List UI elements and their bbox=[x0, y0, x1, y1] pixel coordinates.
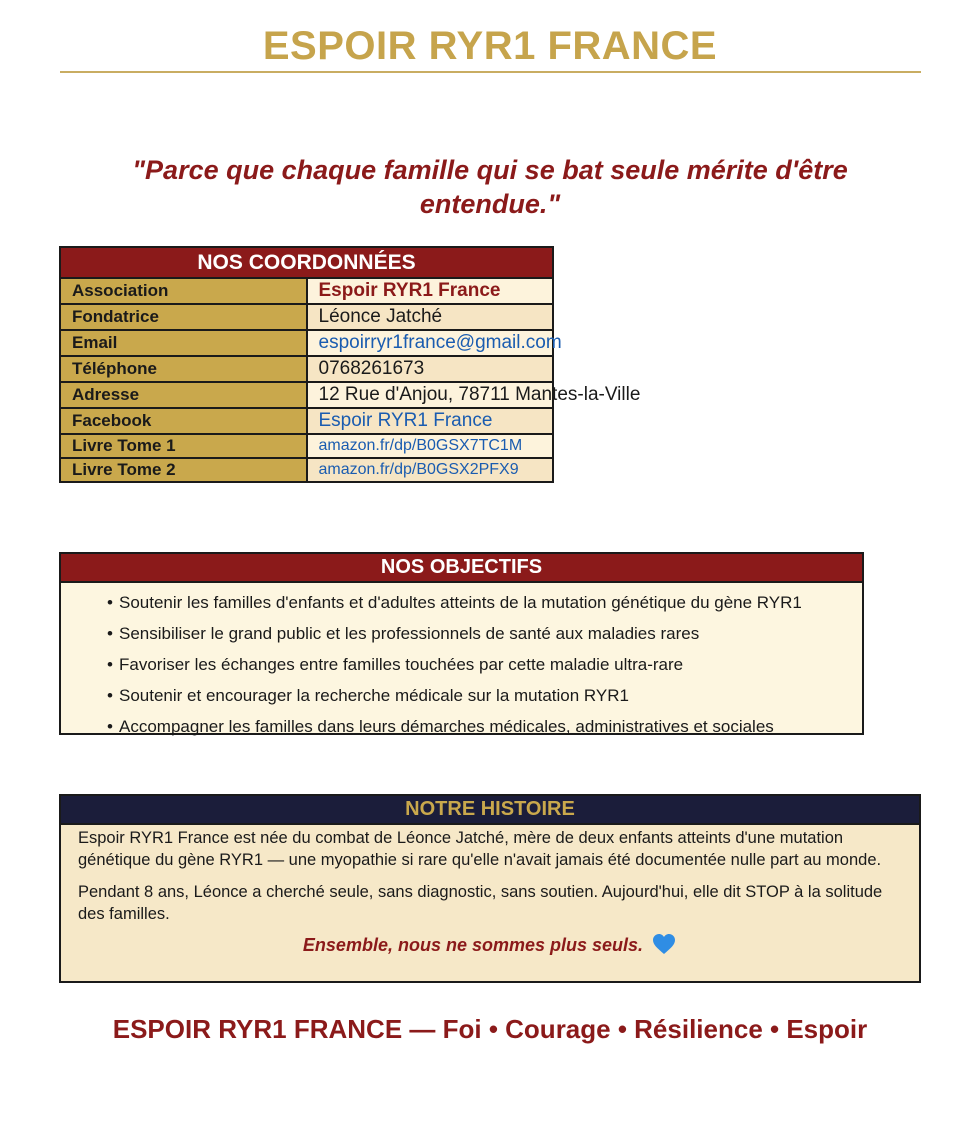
association-value: Espoir RYR1 France bbox=[307, 278, 554, 304]
history-body bbox=[61, 825, 919, 956]
contact-row-association bbox=[60, 278, 553, 304]
mission-quote: "Parce que chaque famille qui se bat seule mérite d'être entendue." bbox=[132, 155, 848, 219]
bullet-icon: • bbox=[107, 717, 113, 736]
list-item: • Soutenir les familles d'enfants et d'adultes atteints de la mutation génétique du gène RYR1 bbox=[107, 587, 862, 618]
bullet-icon: • bbox=[107, 624, 113, 643]
contact-row-founder bbox=[60, 304, 553, 330]
contact-heading: NOS COORDONNÉES bbox=[60, 247, 553, 278]
book-2-link[interactable]: amazon.fr/dp/B0GSX2PFX9 bbox=[307, 458, 554, 482]
history-heading: NOTRE HISTOIRE bbox=[61, 796, 919, 825]
bullet-icon: • bbox=[107, 593, 113, 612]
contact-row-book-1 bbox=[60, 434, 553, 458]
contact-table bbox=[59, 246, 641, 483]
list-item: • Sensibiliser le grand public et les professionnels de santé aux maladies rares bbox=[107, 618, 862, 649]
objectives-list bbox=[61, 583, 862, 742]
bullet-icon: • bbox=[107, 686, 113, 705]
contact-row-facebook bbox=[60, 408, 553, 434]
history-motto bbox=[78, 933, 901, 956]
contact-label: Association bbox=[60, 278, 307, 304]
history-box bbox=[59, 794, 921, 983]
motto-text: Ensemble, nous ne sommes plus seuls. bbox=[302, 935, 644, 955]
history-paragraph: Pendant 8 ans, Léonce a cherché seule, sans diagnostic, sans soutien. Aujourd'hui, elle dit STOP à la solitude des familles. bbox=[78, 883, 883, 923]
contact-label: Fondatrice bbox=[60, 304, 307, 330]
contact-label: Téléphone bbox=[60, 356, 307, 382]
blue-heart-icon bbox=[652, 933, 676, 955]
title-divider bbox=[60, 71, 921, 73]
contact-label: Livre Tome 1 bbox=[60, 434, 307, 458]
contact-label: Facebook bbox=[60, 408, 307, 434]
book-1-link[interactable]: amazon.fr/dp/B0GSX7TC1M bbox=[307, 434, 554, 458]
bullet-icon: • bbox=[107, 655, 113, 674]
phone-value: 0768261673 bbox=[307, 356, 554, 382]
contact-row-email bbox=[60, 330, 553, 356]
list-item: • Accompagner les familles dans leurs démarches médicales, administratives et sociales bbox=[107, 711, 862, 742]
contact-row-address bbox=[60, 382, 553, 408]
founder-value: Léonce Jatché bbox=[307, 304, 554, 330]
page-title: ESPOIR RYR1 FRANCE bbox=[262, 24, 718, 68]
contact-label: Email bbox=[60, 330, 307, 356]
history-paragraph: Espoir RYR1 France est née du combat de Léonce Jatché, mère de deux enfants atteints d'une mutation génétique du gène RYR1 — une myopathie si rare qu'elle n'avait jamais été documentée nulle part au monde. bbox=[78, 829, 882, 869]
contact-row-book-2 bbox=[60, 458, 553, 482]
objectives-box bbox=[59, 552, 864, 735]
facebook-link[interactable]: Espoir RYR1 France bbox=[307, 408, 554, 434]
contact-label: Adresse bbox=[60, 382, 307, 408]
list-item: • Soutenir et encourager la recherche médicale sur la mutation RYR1 bbox=[107, 680, 862, 711]
contact-row-phone bbox=[60, 356, 553, 382]
objectives-heading: NOS OBJECTIFS bbox=[61, 554, 862, 583]
list-item: • Favoriser les échanges entre familles touchées par cette maladie ultra-rare bbox=[107, 649, 862, 680]
contact-label: Livre Tome 2 bbox=[60, 458, 307, 482]
footer-tagline: ESPOIR RYR1 FRANCE — Foi • Courage • Résilience • Espoir bbox=[112, 1014, 868, 1044]
address-value: 12 Rue d'Anjou, 78711 Mantes-la-Ville bbox=[307, 382, 554, 408]
email-link[interactable]: espoirryr1france@gmail.com bbox=[307, 330, 554, 356]
